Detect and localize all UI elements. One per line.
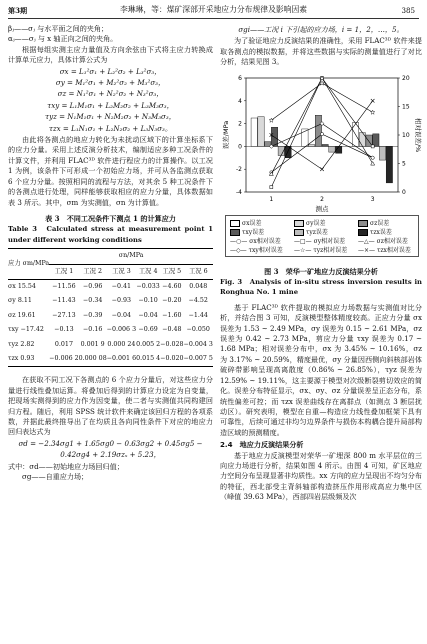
- bar: [315, 115, 321, 146]
- left-tick-label: -4: [236, 188, 242, 196]
- line-marker: [371, 161, 375, 165]
- table-cell: −0.028: [160, 340, 184, 348]
- legend-item: [230, 246, 283, 256]
- legend-marker: —☆—: [294, 246, 312, 254]
- left-tick-label: 4: [238, 97, 242, 105]
- figure-caption-cn: 图 3 荣华一矿地应力反演结果分析: [264, 266, 378, 276]
- left-tick-label: 2: [238, 120, 242, 128]
- table-cell: 0.000 08: [78, 354, 107, 362]
- legend-swatch: [230, 229, 240, 236]
- legend-item: [294, 246, 347, 256]
- table-row: [8, 309, 213, 323]
- page-number: 385: [401, 6, 415, 15]
- legend-label: τxy相对误差: [248, 246, 283, 254]
- table-cell: −0.20: [162, 297, 182, 305]
- table-cell: −0.006 2: [49, 354, 79, 362]
- figure-caption-en: Fig. 3 Analysis of in-situ stress inversion results in Ronghua No. 1 mine: [220, 278, 422, 297]
- table-cell: −0.001 6: [106, 354, 137, 362]
- bar: [379, 146, 385, 160]
- table-cell: −0.007 5: [183, 354, 213, 362]
- right-tick-label: 5: [402, 160, 406, 168]
- table-cell: −0.34: [83, 297, 103, 305]
- table-header-sn: σn/MPa: [49, 249, 213, 264]
- regression-equation: 0.42σg4 + 2.19σzₓ + 5.23，: [60, 450, 161, 460]
- line-marker: [270, 185, 273, 188]
- page-header: [0, 0, 427, 20]
- x-axis-label: 测点: [315, 204, 329, 213]
- y-axis-label-right: 相对误差/%: [414, 117, 422, 152]
- left-tick-label: -2: [236, 165, 242, 173]
- running-title: 李琳琳，等：煤矿深部开采地应力分布规律及影响因素: [119, 5, 308, 14]
- table-cell: 0.005 2: [136, 340, 161, 348]
- legend-label: σz相对误差: [376, 237, 408, 245]
- table-row-label: τxy −17.42: [8, 326, 44, 334]
- table-column-header: 工况 6: [188, 267, 208, 275]
- paragraph-method: 由此将各测点的地应力转化为未扰动区域下的计算坐标系下的应力分量。采用上述反演分析技术，编制适应多种工况条件的计算文件，并利用 FLAC³ᴰ 软件进行程应力的计算操作。以工况 1 为例，该条件下可形成一个初始应力场，并可从各监测点获取 6 个应力分量。按照相同的流程与方法，对其余 5 种工况条件下的各测点进行处理，同样能够获取相应的应力分量，具体数据如表 3 所示。其中，σm 为实测值，σn 为计算值。: [8, 135, 213, 207]
- legend-marker: —◇—: [230, 246, 247, 254]
- line-marker: [371, 155, 375, 159]
- bar: [258, 116, 264, 146]
- table-cell: −11.56: [52, 282, 76, 290]
- paragraph-regression: 在获取不同工况下各测点的 6 个应力分量后，对这些应力分量进行线性叠加运算。将叠加后得到的计算应力设定为自变量，把现场实测得到的应力作为因变量，使二者与实测值共同构建回归方程。随后，利用 SPSS 统计软件来确定该回归方程的各项系数，并据此最终推导出了在均质且各向同性条件下对应的地应力回归表达式为: [8, 375, 213, 437]
- chart-legend: [225, 215, 419, 257]
- table-cell: −0.93: [111, 297, 132, 305]
- table-column-header: 工况 1: [54, 267, 74, 275]
- issue-number: 第3期: [8, 6, 28, 15]
- inversion-chart: [220, 70, 422, 215]
- table-cell: −1.60: [162, 311, 182, 319]
- regression-equation: σd = −2.34σg1 + 1.65σg0 − 0.63σg2 + 0.45σg5 −: [18, 438, 203, 448]
- header-rule: [8, 18, 419, 19]
- line-marker: [370, 110, 374, 114]
- bar: [329, 146, 335, 152]
- definition-line: σgi——工况 i 下引起的应力场，i = 1，2，…，5。: [238, 25, 404, 34]
- section-title: 2.4 地应力反演结果分析: [220, 440, 304, 450]
- table-cell: −4.52: [188, 297, 208, 305]
- definition-line: βⱼ——σⱼ 与水平面之间的夹角；: [8, 24, 109, 33]
- legend-label: σy相对误差: [313, 237, 346, 245]
- right-column: [220, 24, 422, 503]
- legend-swatch: [294, 229, 304, 236]
- legend-label: σx相对误差: [249, 237, 281, 245]
- table-cell: −0.96: [83, 282, 103, 290]
- right-tick-label: 10: [402, 131, 410, 139]
- left-column: [8, 24, 213, 482]
- figure-3: [220, 70, 422, 265]
- paragraph-analysis: 基于 FLAC³ᴰ 软件提取的模拟应力场数据与实测值对比分析，并结合图 3 可知，反演模型整体精度较高。正应力分量 σx 误差为 1.53 ~ 2.49 MPa，σy 误差为 0.15 ~ 2.61 MPa，σz 误差为 0.42 ~ 2.73 MPa，剪应力分量 τxy 误差为 0.17 ~ 1.68 MPa；相对误差分布中，σx 为 3.45% ~ 10.16%，σz 为 3.17% ~ 20.59%，精度最优，σy 分量因西侧向斜核部岩体破碎带影响呈现高离散度（0.86% ~ 26.85%），τyz 误差为 12.59% ~ 19.11%，这主要源于模型对次级断裂剪切效应的简化。误差分布特征显示，σx、σy、σz 分量误差呈正态分布，系统性偏差可控；而 τzx 误差曲线存在离群点（如测点 3 断层扰动区）。研究表明，模型在自重—构造应力线性叠加框架下具有可靠性，后续可通过非均匀边界条件与损伤本构耦合提升局部构造区域的预测精度。: [220, 302, 422, 437]
- table-column-header: 工况 5: [162, 267, 182, 275]
- equation-block: [8, 67, 213, 134]
- left-tick-label: 6: [238, 74, 242, 82]
- bar: [322, 144, 328, 146]
- paragraph-section: 基于地应力反演模型对荣华一矿埋深 800 m 水平层位的三向应力场进行分析，结果如图 4 所示。由图 4 可知，矿区地应力空间分布呈现显著非均质性。xx 方向的应力呈现出不均匀分布的特征，西北部受主背斜轴部构造挤压作用形成高应力集中区（峰值 39.63 MPa），西部四岩层级频及次: [220, 450, 422, 502]
- table-row: [8, 352, 213, 367]
- table-cell: −27.13: [52, 311, 76, 319]
- paragraph-intro: 根据每组实测主应力量值及方向余弦由下式将主应力转换成计算单元应力，具体计算公式为: [8, 44, 213, 65]
- x-tick-label: 1: [269, 195, 274, 203]
- bar: [359, 132, 365, 146]
- legend-swatch: [230, 220, 240, 227]
- series-line: [271, 83, 372, 120]
- x-tick-label: 3: [370, 195, 375, 203]
- table-caption-cn: 表 3 不同工况条件下测点 1 的计算应力: [45, 213, 176, 223]
- equation: σx = L₁²σ₁ + L₂²σ₂ + L₃²σ₃，: [59, 66, 162, 76]
- legend-label: σy误差: [306, 219, 326, 227]
- table-cell: −0.04: [111, 311, 132, 319]
- legend-label: σx误差: [242, 219, 262, 227]
- table-cell: 0.017: [54, 340, 73, 348]
- table-cell: −0.10: [138, 297, 158, 305]
- table-cell: −0.41: [111, 282, 132, 290]
- equation: σz = N₁²σ₁ + N₂²σ₂ + N₃²σ₃，: [57, 89, 164, 99]
- definition-line: αⱼ——σⱼ 与 x 轴正向之间的夹角。: [8, 34, 118, 44]
- y-axis-label-left: 误差/MPa: [222, 120, 230, 149]
- legend-label: σz误差: [370, 219, 390, 227]
- equation: τxy = L₁M₁σ₁ + L₂M₂σ₂ + L₃M₃σ₃，: [47, 100, 174, 110]
- bar: [308, 144, 314, 146]
- legend-swatch: [294, 220, 304, 227]
- table-row: [8, 323, 213, 337]
- line-marker: [269, 118, 273, 122]
- right-tick-label: 20: [402, 74, 410, 82]
- bar: [251, 118, 257, 146]
- table-cell: 0.000 24: [107, 340, 136, 348]
- right-tick-label: 0: [402, 188, 406, 196]
- legend-label: τyz相对误差: [313, 246, 348, 254]
- table-cell: −0.033: [136, 282, 160, 290]
- table-cell: −0.48: [162, 326, 182, 334]
- table-row-label: σy 8.11: [8, 297, 32, 305]
- left-tick-label: 0: [238, 143, 242, 151]
- line-marker: [371, 145, 374, 148]
- table-cell: −4.60: [162, 282, 182, 290]
- table-cell: −11.43: [52, 297, 76, 305]
- table-caption-en: Table 3 Calculated stress at measurement point 1 under different working conditions: [8, 225, 213, 244]
- table-row-label: σx 15.54: [8, 282, 36, 290]
- table-cell: 0.001 9: [80, 340, 105, 348]
- legend-label: τzx相对误差: [377, 246, 411, 254]
- table-cell: 0.015 4: [136, 354, 161, 362]
- legend-label: τyz误差: [306, 228, 328, 236]
- table-cell: 0.048: [189, 282, 208, 290]
- equation: σy = M₁²σ₁ + M₂²σ₂ + M₃²σ₃，: [55, 78, 166, 88]
- line-marker: [320, 132, 323, 135]
- table-row: [8, 279, 213, 294]
- table-header-sm: 应力 σm/MPa: [8, 259, 50, 267]
- table-3: [8, 248, 213, 367]
- equation: τzx = L₁N₁σ₁ + L₂N₂σ₂ + L₃N₃σ₃。: [49, 123, 172, 133]
- table-cell: −0.16: [83, 326, 103, 334]
- legend-swatch: [358, 220, 368, 227]
- legend-label: τzx误差: [370, 228, 392, 236]
- table-column-header: 工况 3: [112, 267, 131, 275]
- legend-label: τxy误差: [242, 228, 265, 236]
- legend-marker: —△—: [358, 237, 375, 245]
- legend-swatch: [358, 229, 368, 236]
- table-cell: −0.13: [54, 326, 74, 334]
- right-tick-label: 15: [402, 103, 410, 111]
- bar: [386, 146, 392, 182]
- table-cell: −0.04: [138, 311, 158, 319]
- definition-line: σg——自重应力场；: [22, 472, 89, 482]
- table-row-label: τyz 2.82: [8, 340, 35, 348]
- legend-marker: —×—: [358, 246, 376, 254]
- table-row: [8, 294, 213, 308]
- legend-marker: —□—: [294, 237, 312, 245]
- bar: [373, 133, 379, 146]
- table-column-header: 工况 4: [138, 267, 158, 275]
- equation: τyz = N₁M₁σ₁ + N₂M₂σ₂ + N₃M₃σ₃，: [45, 112, 176, 122]
- x-tick-label: 2: [320, 195, 324, 203]
- table-cell: −1.44: [188, 311, 208, 319]
- legend-marker: —○—: [230, 237, 248, 245]
- table-cell: −0.004 3: [183, 340, 213, 348]
- table-cell: −0.006 3: [106, 326, 137, 334]
- table-cell: −0.020: [160, 354, 184, 362]
- table-cell: −0.69: [138, 326, 158, 334]
- table-row-label: σz 19.61: [8, 311, 36, 319]
- legend-item: [358, 246, 411, 256]
- definition-line: 式中：σd——初始地应力场回归值；: [8, 461, 124, 471]
- table-cell: −0.050: [186, 326, 210, 334]
- table-row-label: τzx 0.93: [8, 354, 35, 362]
- table-cell: −0.39: [83, 311, 103, 319]
- table-row: [8, 338, 213, 352]
- paragraph-verify: 为了验证地应力反演结果的准确性，采用 FLAC³ᴰ 软件来提取各测点的模拟数据，并将这些数据与实际的测量值进行了对比分析，结果见图 3。: [220, 36, 422, 67]
- table-column-header: 工况 2: [83, 267, 102, 275]
